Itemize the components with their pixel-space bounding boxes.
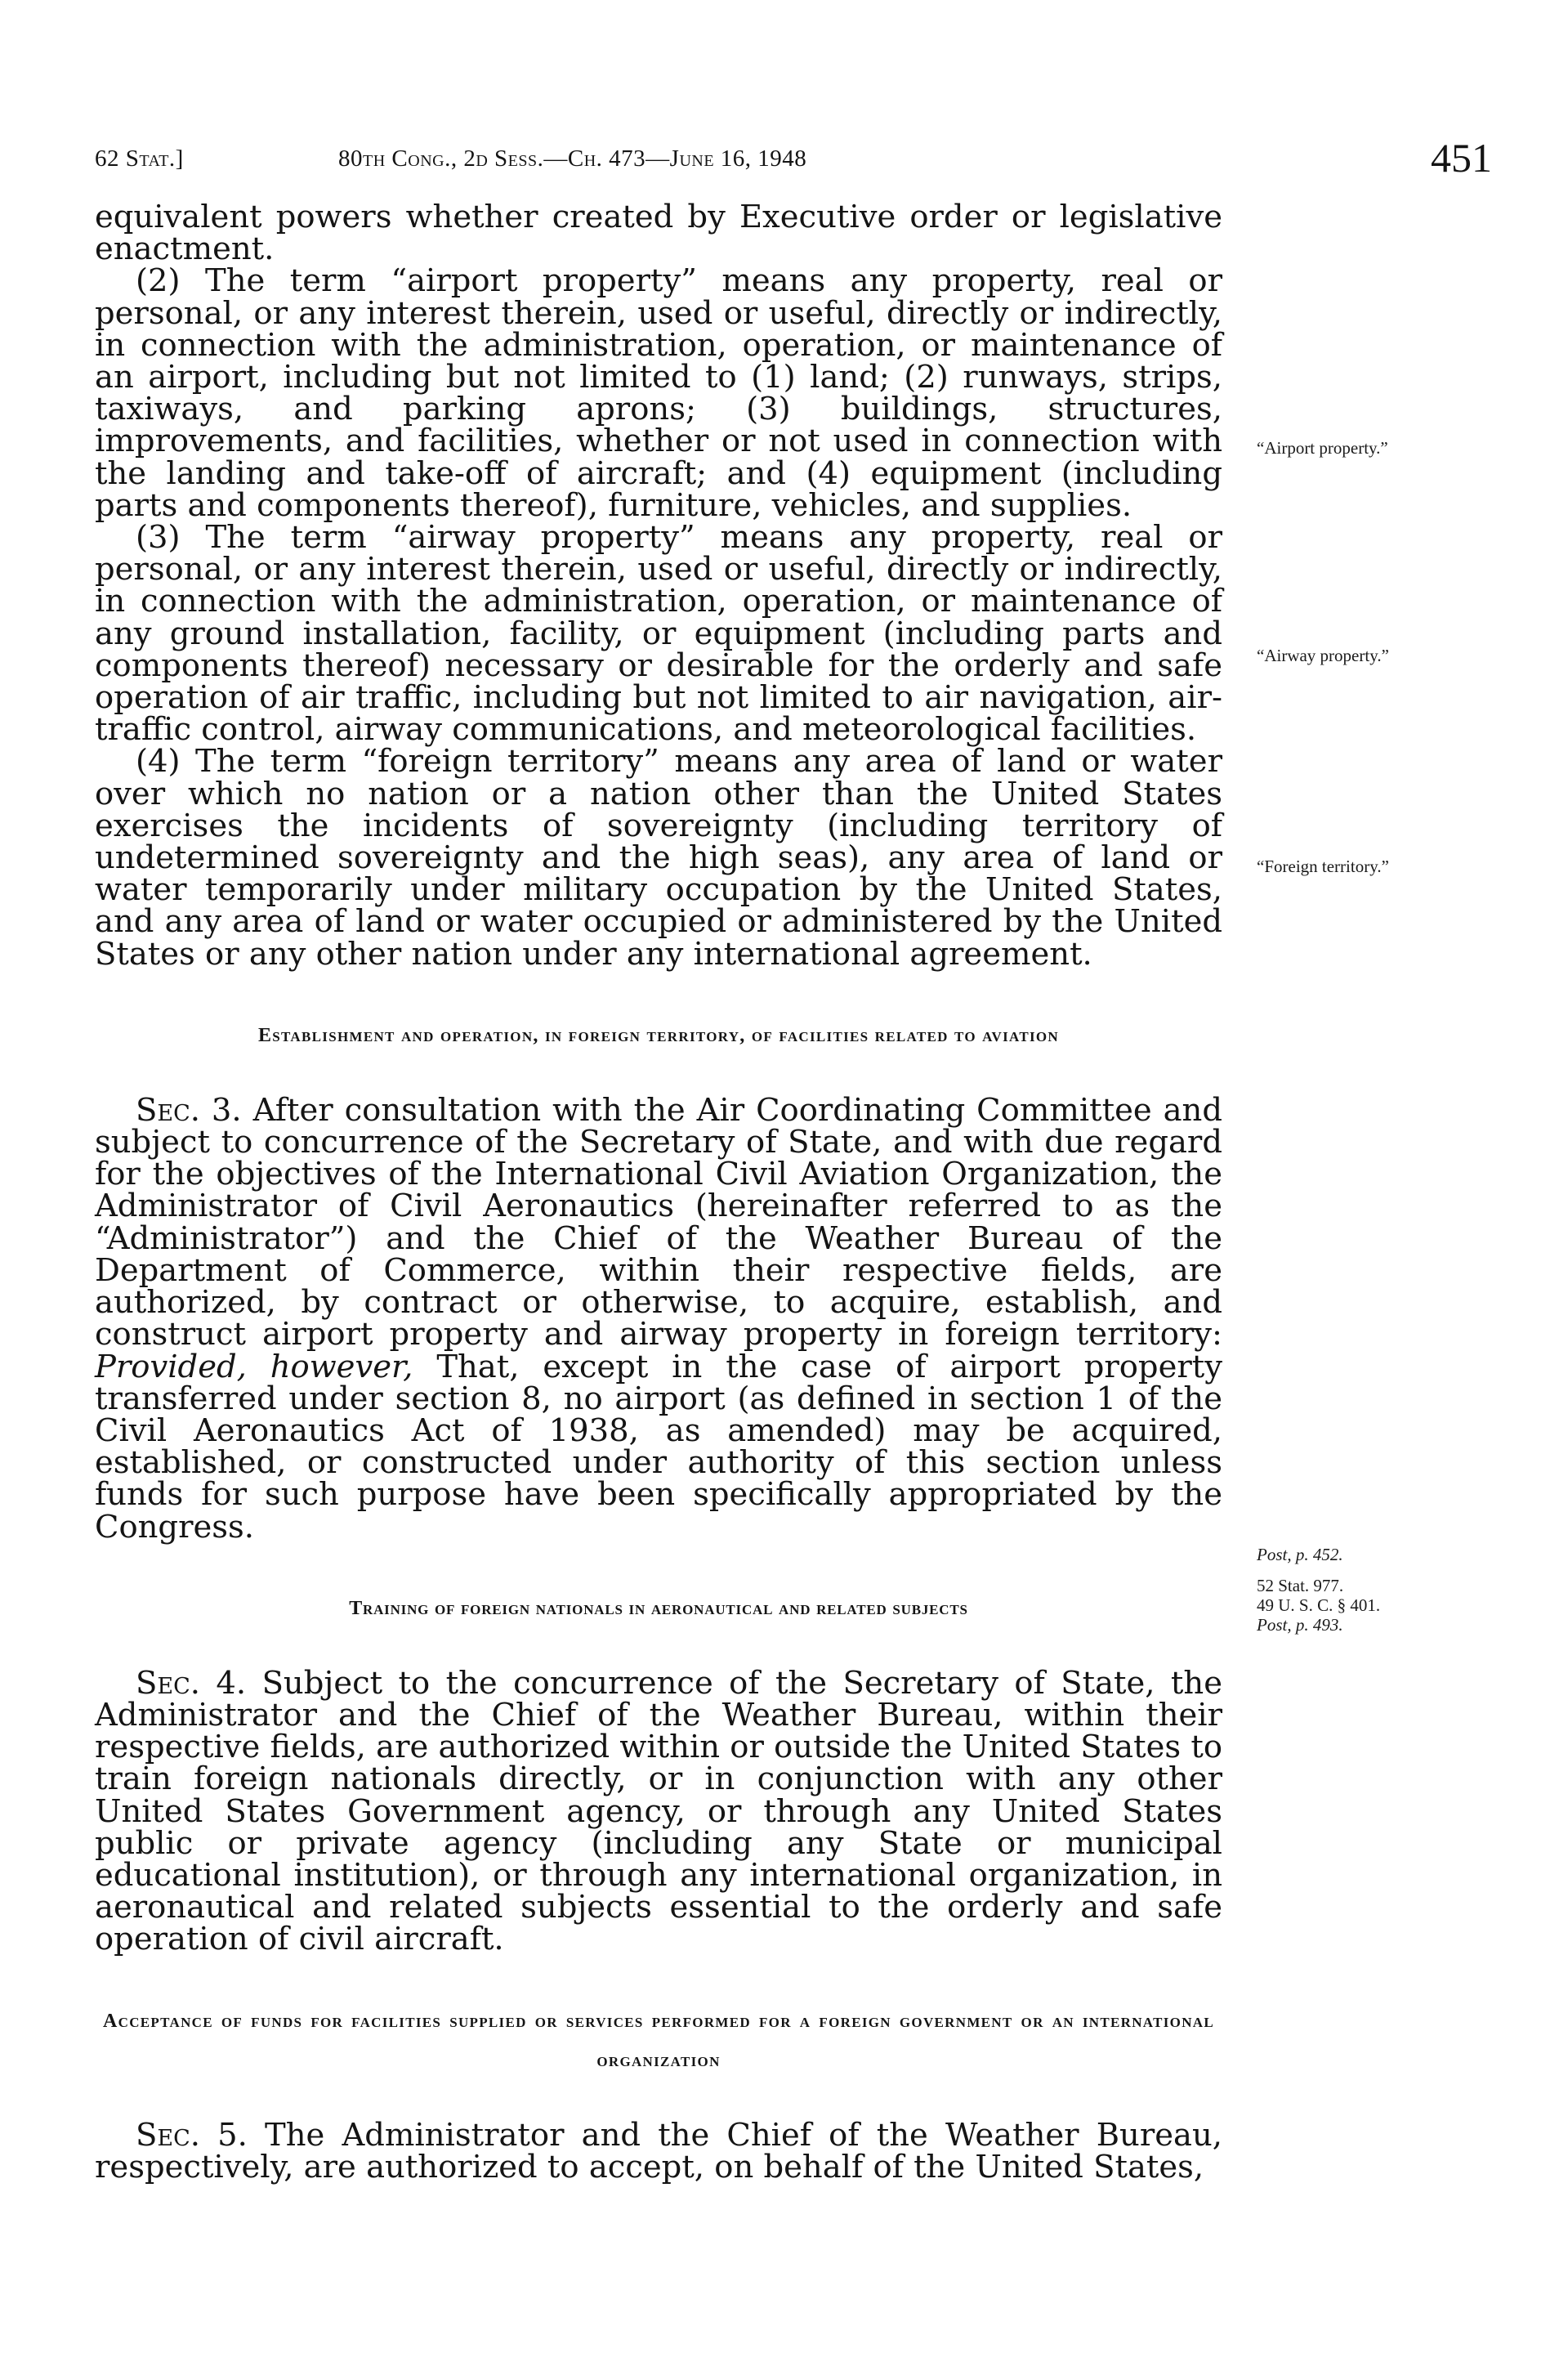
section-3-proviso: Provided, however,	[95, 1348, 413, 1385]
page-number: 451	[1431, 135, 1492, 181]
section-5-body: The Administrator and the Chief of the Weather Bureau, respectively, are authorized to accept, on behalf of the United States,	[95, 2116, 1222, 2185]
margin-citations	[1257, 1545, 1526, 1635]
section-heading-establishment: Establishment and operation, in foreign territory, of facilities related to aviation	[257, 1024, 1060, 1046]
margin-note-49-usc: 49 U. S. C. § 401.	[1257, 1595, 1381, 1615]
margin-note-52-stat: 52 Stat. 977.	[1257, 1576, 1344, 1595]
paragraph-continuation: equivalent powers whether created by Executive order or legislative enactment.	[95, 199, 1222, 268]
statute-reference: 62 Stat.]	[95, 145, 184, 172]
section-3-label: Sec. 3.	[136, 1091, 242, 1129]
section-3-body-b: That, except in the case of airport property transferred under section 8, no airport (as defined in section 1 of the Civil Aeronautics Act of 1938, as amended) may be acquired, established, or constructed under authority of this section unless funds for such purpose have been specifically appropriated by the Congress.	[95, 1348, 1222, 1546]
section-5-text	[95, 2116, 1222, 2185]
section-3-text	[95, 1091, 1223, 1546]
section-4-body: Subject to the concurrence of the Secretary of State, the Administrator and the Chief of the Weather Bureau, within their respective fields, are authorized within or outside the United States to train foreign nationals directly, or in conjunction with any other United States Government agency, or through any United States public or private agency (including any State or municipal educational institution), or through any international organization, in aeronautical and related subjects essential to the orderly and safe operation of civil aircraft.	[95, 1664, 1222, 1958]
margin-note-foreign-territory: “Foreign territory.”	[1257, 857, 1389, 876]
running-header	[95, 135, 1492, 195]
margin-note-airway-property: “Airway property.”	[1257, 646, 1389, 665]
main-text-column	[95, 201, 1222, 2183]
margin-note-post-452: Post, p. 452.	[1257, 1545, 1343, 1564]
section-3-body-a: After consultation with the Air Coordinating Committee and subject to concurrence of the Secretary of State, and with due regard for the objectives of the International Civil Aviation Organization, the Administrator of Civil Aeronautics (hereinafter referred to as the “Administrator”) and the Chief of the Weather Bureau of the Department of Commerce, within their respective fields, are authorized, by contract or otherwise, to acquire, establish, and construct airport property and airway property in foreign territory:	[95, 1091, 1223, 1353]
section-4-label: Sec. 4.	[136, 1664, 247, 1702]
paragraph-airway-property: (3) The term “airway property” means any property, real or personal, or any interest therein, used or useful, directly or indirectly, in connection with the administration, operation, or maintenance of any ground installation, facility, or equipment (including parts and components thereof) necessary or desirable for the orderly and safe operation of air traffic, including but not limited to air navigation, air-traffic control, airway communications, and meteorological facilities.	[95, 519, 1222, 749]
margin-note-post-493: Post, p. 493.	[1257, 1615, 1343, 1635]
congress-session-line: 80th Cong., 2d Sess.—Ch. 473—June 16, 1948	[338, 145, 807, 172]
section-heading-acceptance: Acceptance of funds for facilities supplied or services performed for a foreign government or an international organization	[103, 2010, 1214, 2071]
paragraph-foreign-territory: (4) The term “foreign territory” means any area of land or water over which no nation or a nation other than the United States exercises the incidents of sovereignty (including territory of undetermined sovereignty and the high seas), any area of land or water temporarily under military occupation by the United States, and any area of land or water occupied or administered by the United States or any other nation under any international agreement.	[95, 743, 1222, 973]
margin-note-airport-property: “Airport property.”	[1257, 438, 1388, 458]
section-heading-training: Training of foreign nationals in aeronautical and related subjects	[349, 1597, 968, 1619]
paragraph-airport-property: (2) The term “airport property” means any property, real or personal, or any interest therein, used or useful, directly or indirectly, in connection with the administration, operation, or maintenance of an airport, including but not limited to (1) land; (2) runways, strips, taxiways, and parking aprons; (3) buildings, structures, improvements, and facilities, whether or not used in connection with the landing and take-off of aircraft; and (4) equipment (including parts and components thereof), furniture, vehicles, and supplies.	[95, 262, 1222, 524]
section-5-label: Sec. 5.	[136, 2116, 248, 2154]
section-4-text	[95, 1664, 1222, 1958]
